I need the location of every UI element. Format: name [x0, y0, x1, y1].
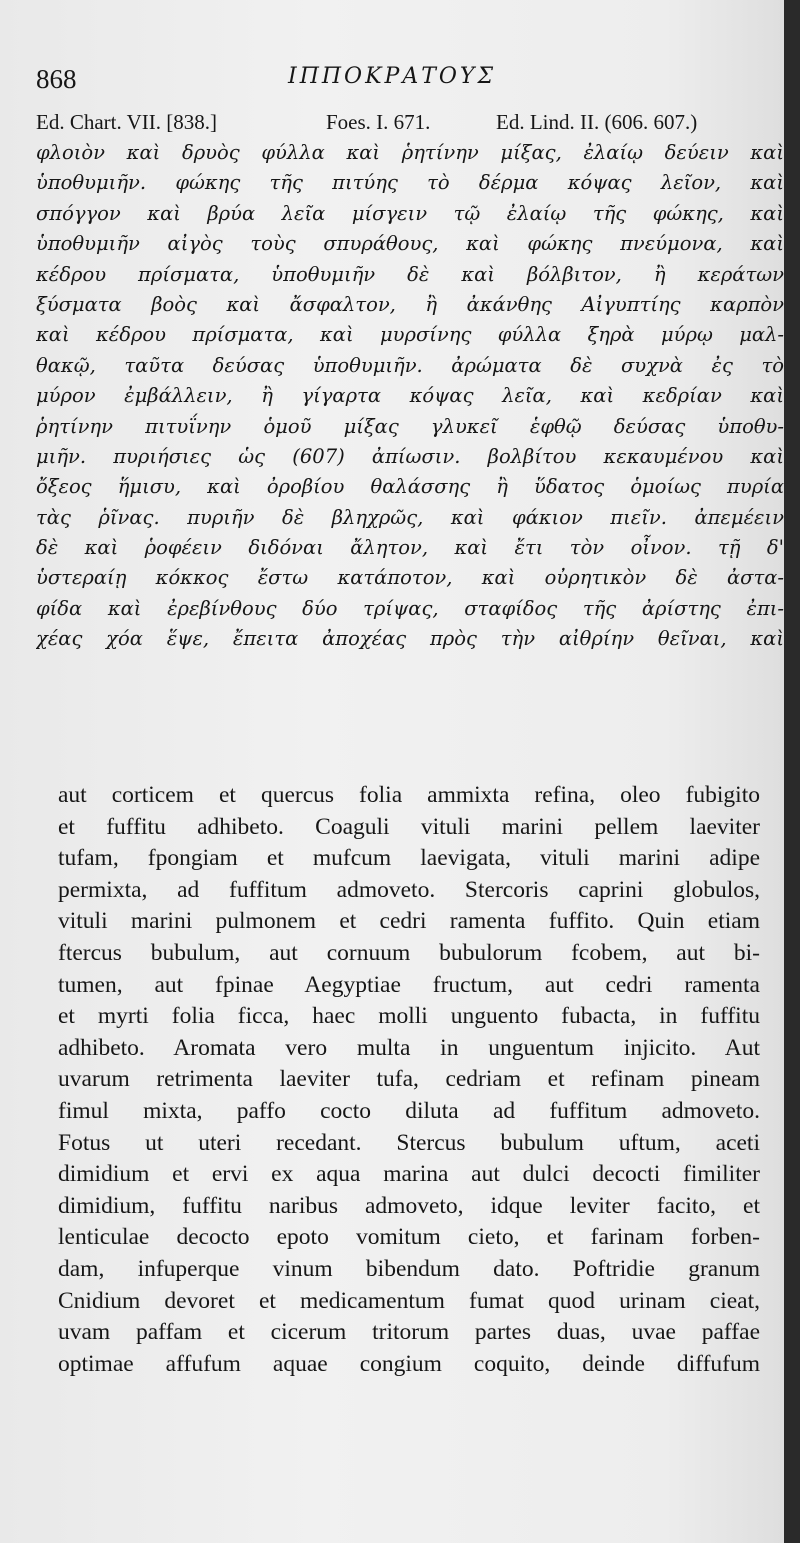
scan-page-edge: [784, 0, 800, 1543]
greek-line: ῥητίνην πιτυΐνην ὁμοῦ μίξας γλυκεῖ ἑφθῷ δεύσας ὑποθυ-: [36, 414, 784, 438]
greek-text-block: [36, 138, 784, 655]
greek-line: θακῷ, ταῦτα δεύσας ὑποθυμιῆν. ἀρώματα δὲ συχνὰ ἐς τὸ: [36, 353, 784, 377]
latin-line: tufam, fpongiam et mufcum laevigata, vituli marini adipe: [58, 845, 760, 872]
latin-line: et myrti folia ficca, haec molli unguento fubacta, in fuffitu: [58, 1003, 760, 1030]
greek-line: χέας χόα ἕψε, ἔπειτα ἀποχέας πρὸς τὴν αἰθρίην θεῖναι, καὶ: [36, 627, 784, 651]
greek-line: ὄξεος ἥμισυ, καὶ ὀροβίου θαλάσσης ἢ ὕδατος ὁμοίως πυρία: [36, 475, 784, 499]
greek-line: ὑποθυμιῆν. φώκης τῆς πιτύης τὸ δέρμα κόψας λεῖον, καὶ: [36, 171, 784, 195]
latin-line: aut corticem et quercus folia ammixta refina, oleo fubigito: [58, 782, 760, 808]
edition-foesius: Foes. I. 671.: [326, 110, 431, 134]
greek-line: δὲ καὶ ῥοφέειν διδόναι ἄλητον, καὶ ἔτι τὸν οἶνον. τῇ δ': [36, 536, 784, 560]
edition-linden: Ed. Lind. II. (606. 607.): [496, 110, 698, 134]
latin-line: dam, infuperque vinum bibendum dato. Poftridie granum: [58, 1255, 760, 1282]
latin-line: Fotus ut uteri recedant. Stercus bubulum uftum, aceti: [58, 1129, 760, 1156]
latin-line: ftercus bubulum, aut cornuum bubulorum fcobem, aut bi-: [58, 939, 760, 966]
edition-chartier: Ed. Chart. VII. [838.]: [36, 110, 217, 134]
greek-line: σπόγγον καὶ βρύα λεῖα μίσγειν τῷ ἐλαίῳ τῆς φώκης, καὶ: [36, 201, 784, 225]
latin-line: permixta, ad fuffitum admoveto. Stercoris caprini globulos,: [58, 876, 760, 903]
latin-line: dimidium, fuffitu naribus admoveto, idque leviter facito, et: [58, 1192, 760, 1219]
latin-line: fimul mixta, paffo cocto diluta ad fuffitum admoveto.: [58, 1097, 760, 1124]
latin-line: et fuffitu adhibeto. Coaguli vituli marini pellem laeviter: [58, 813, 760, 840]
greek-line: ξύσματα βοὸς καὶ ἄσφαλτον, ἢ ἀκάνθης Αἰγυπτίης καρπὸν: [36, 292, 784, 316]
latin-line: uvarum retrimenta laeviter tufa, cedriam et refinam pineam: [58, 1066, 760, 1093]
greek-line: μιῆν. πυριήσιες ὡς (607) ἀπίωσιν. βολβίτου κεκαυμένου καὶ: [36, 444, 784, 468]
page-header: [36, 60, 776, 100]
greek-line: φίδα καὶ ἐρεβίνθους δύο τρίψας, σταφίδος τῆς ἀρίστης ἐπι-: [36, 596, 784, 620]
latin-line: vituli marini pulmonem et cedri ramenta fuffito. Quin etiam: [58, 908, 760, 935]
latin-line: Cnidium devoret et medicamentum fumat quod urinam cieat,: [58, 1287, 760, 1314]
edition-references: [36, 110, 784, 140]
latin-text-block: [58, 780, 760, 1380]
greek-line: καὶ κέδρου πρίσματα, καὶ μυρσίνης φύλλα ξηρὰ μύρῳ μαλ-: [36, 323, 784, 347]
latin-line: optimae affufum aquae congium coquito, deinde diffufum: [58, 1350, 760, 1377]
running-title: ΙΠΠΟΚΡΑΤΟΥΣ: [288, 64, 497, 89]
latin-line: adhibeto. Aromata vero multa in unguentum injicito. Aut: [58, 1034, 760, 1061]
greek-line: κέδρου πρίσματα, ὑποθυμιῆν δὲ καὶ βόλβιτον, ἢ κεράτων: [36, 262, 784, 286]
latin-line: dimidium et ervi ex aqua marina aut dulci decocti fimiliter: [58, 1161, 760, 1188]
greek-line: μύρον ἐμβάλλειν, ἢ γίγαρτα κόψας λεῖα, καὶ κεδρίαν καὶ: [36, 384, 784, 408]
latin-line: lenticulae decocto epoto vomitum cieto, et farinam forben-: [58, 1224, 760, 1251]
page-number: 868: [36, 64, 77, 94]
greek-line: φλοιὸν καὶ δρυὸς φύλλα καὶ ῥητίνην μίξας, ἐλαίῳ δεύειν καὶ: [36, 141, 784, 164]
latin-line: tumen, aut fpinae Aegyptiae fructum, aut cedri ramenta: [58, 971, 760, 998]
latin-line: uvam paffam et cicerum tritorum partes duas, uvae paffae: [58, 1319, 760, 1346]
greek-line: τὰς ῥῖνας. πυριῆν δὲ βληχρῶς, καὶ φάκιον πιεῖν. ἀπεμέειν: [36, 505, 784, 529]
greek-line: ὑποθυμιῆν αἰγὸς τοὺς σπυράθους, καὶ φώκης πνεύμονα, καὶ: [36, 232, 784, 256]
greek-line: ὑστεραίῃ κόκκος ἔστω κατάποτον, καὶ οὐρητικὸν δὲ ἀστα-: [36, 566, 784, 590]
